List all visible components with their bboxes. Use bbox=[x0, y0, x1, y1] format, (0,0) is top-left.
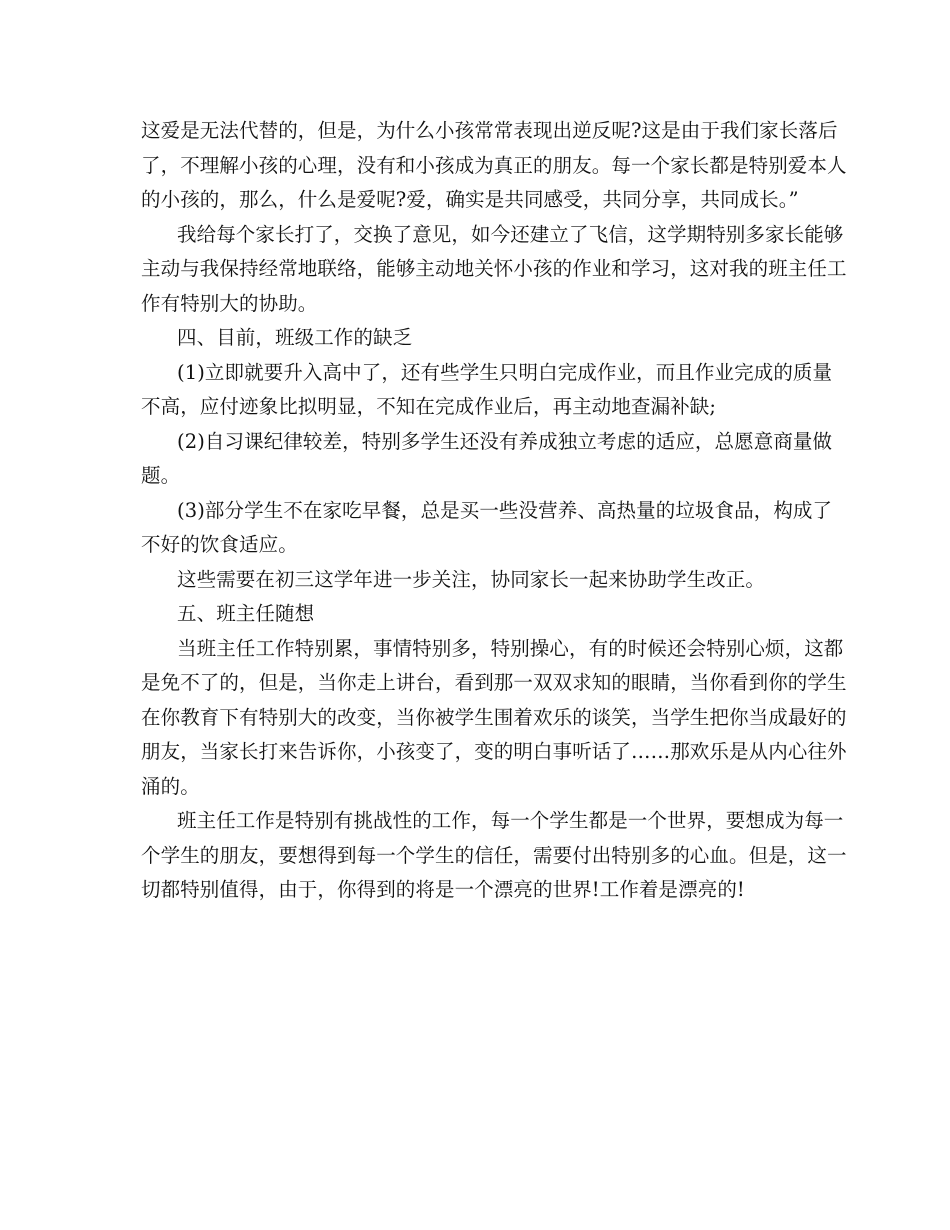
text-line: 的小孩的，那么，什么是爱呢?爱，确实是共同感受，共同分享，共同成长。” bbox=[141, 188, 799, 211]
text-line: 这爱是无法代替的，但是，为什么小孩常常表现出逆反呢?这是由于我们家长落后 bbox=[141, 119, 838, 142]
paragraph bbox=[141, 804, 847, 908]
paragraph bbox=[141, 563, 813, 598]
paragraph bbox=[141, 632, 847, 805]
text-line: 五、班主任随想 bbox=[177, 602, 315, 625]
text-line: (3)部分学生不在家吃早餐，总是买一些没营养、高热量的垃圾食品，构成了 bbox=[177, 498, 833, 522]
paragraph bbox=[141, 218, 847, 322]
text-line: 班主任工作是特别有挑战性的工作，每一个学生都是一个世界，要想成为每一 bbox=[177, 809, 844, 832]
paragraph bbox=[141, 425, 833, 494]
text-line: 涌的。 bbox=[141, 774, 200, 798]
paragraph bbox=[141, 114, 847, 218]
text-line: 我给每个家长打了，交换了意见，如今还建立了飞信，这学期特别多家长能够 bbox=[177, 222, 844, 246]
text-line: 主动与我保持经常地联络，能够主动地关怀小孩的作业和学习，这对我的班主任工 bbox=[141, 257, 847, 280]
text-line: 四、目前，班级工作的缺乏 bbox=[177, 326, 413, 349]
section-heading bbox=[141, 321, 813, 356]
text-line: 朋友，当家长打来告诉你，小孩变了，变的明白事听话了……那欢乐是从内心往外 bbox=[141, 740, 847, 763]
text-line: (1)立即就要升入高中了，还有些学生只明白完成作业，而且作业完成的质量 bbox=[177, 360, 833, 384]
text-line: 了，不理解小孩的心理，没有和小孩成为真正的朋友。每一个家长都是特别爱本人 bbox=[141, 153, 847, 177]
text-line: 不好的饮食适应。 bbox=[141, 533, 298, 556]
section-heading bbox=[141, 597, 813, 632]
text-line: 这些需要在初三这学年进一步关注，协同家长一起来协助学生改正。 bbox=[177, 567, 766, 591]
paragraph bbox=[141, 494, 833, 563]
text-line: 个学生的朋友，要想得到每一个学生的信任，需要付出特别多的心血。但是，这一 bbox=[141, 843, 847, 867]
document-body bbox=[141, 114, 847, 908]
text-line: 在你教育下有特别大的改变，当你被学生围着欢乐的谈笑，当学生把你当成最好的 bbox=[141, 705, 847, 729]
text-line: 当班主任工作特别累，事情特别多，特别操心，有的时候还会特别心烦，这都 bbox=[177, 636, 844, 660]
paragraph bbox=[141, 356, 833, 425]
text-line: 切都特别值得，由于，你得到的将是一个漂亮的世界!工作着是漂亮的! bbox=[141, 878, 745, 901]
text-line: 作有特别大的协助。 bbox=[141, 291, 318, 315]
text-line: 是免不了的，但是，当你走上讲台，看到那一双双求知的眼睛，当你看到你的学生 bbox=[141, 671, 847, 694]
text-line: 不高，应付迹象比拟明显，不知在完成作业后，再主动地查漏补缺; bbox=[141, 395, 717, 418]
text-line: (2)自习课纪律较差，特别多学生还没有养成独立考虑的适应，总愿意商量做 bbox=[177, 429, 833, 453]
text-line: 题。 bbox=[141, 464, 181, 487]
